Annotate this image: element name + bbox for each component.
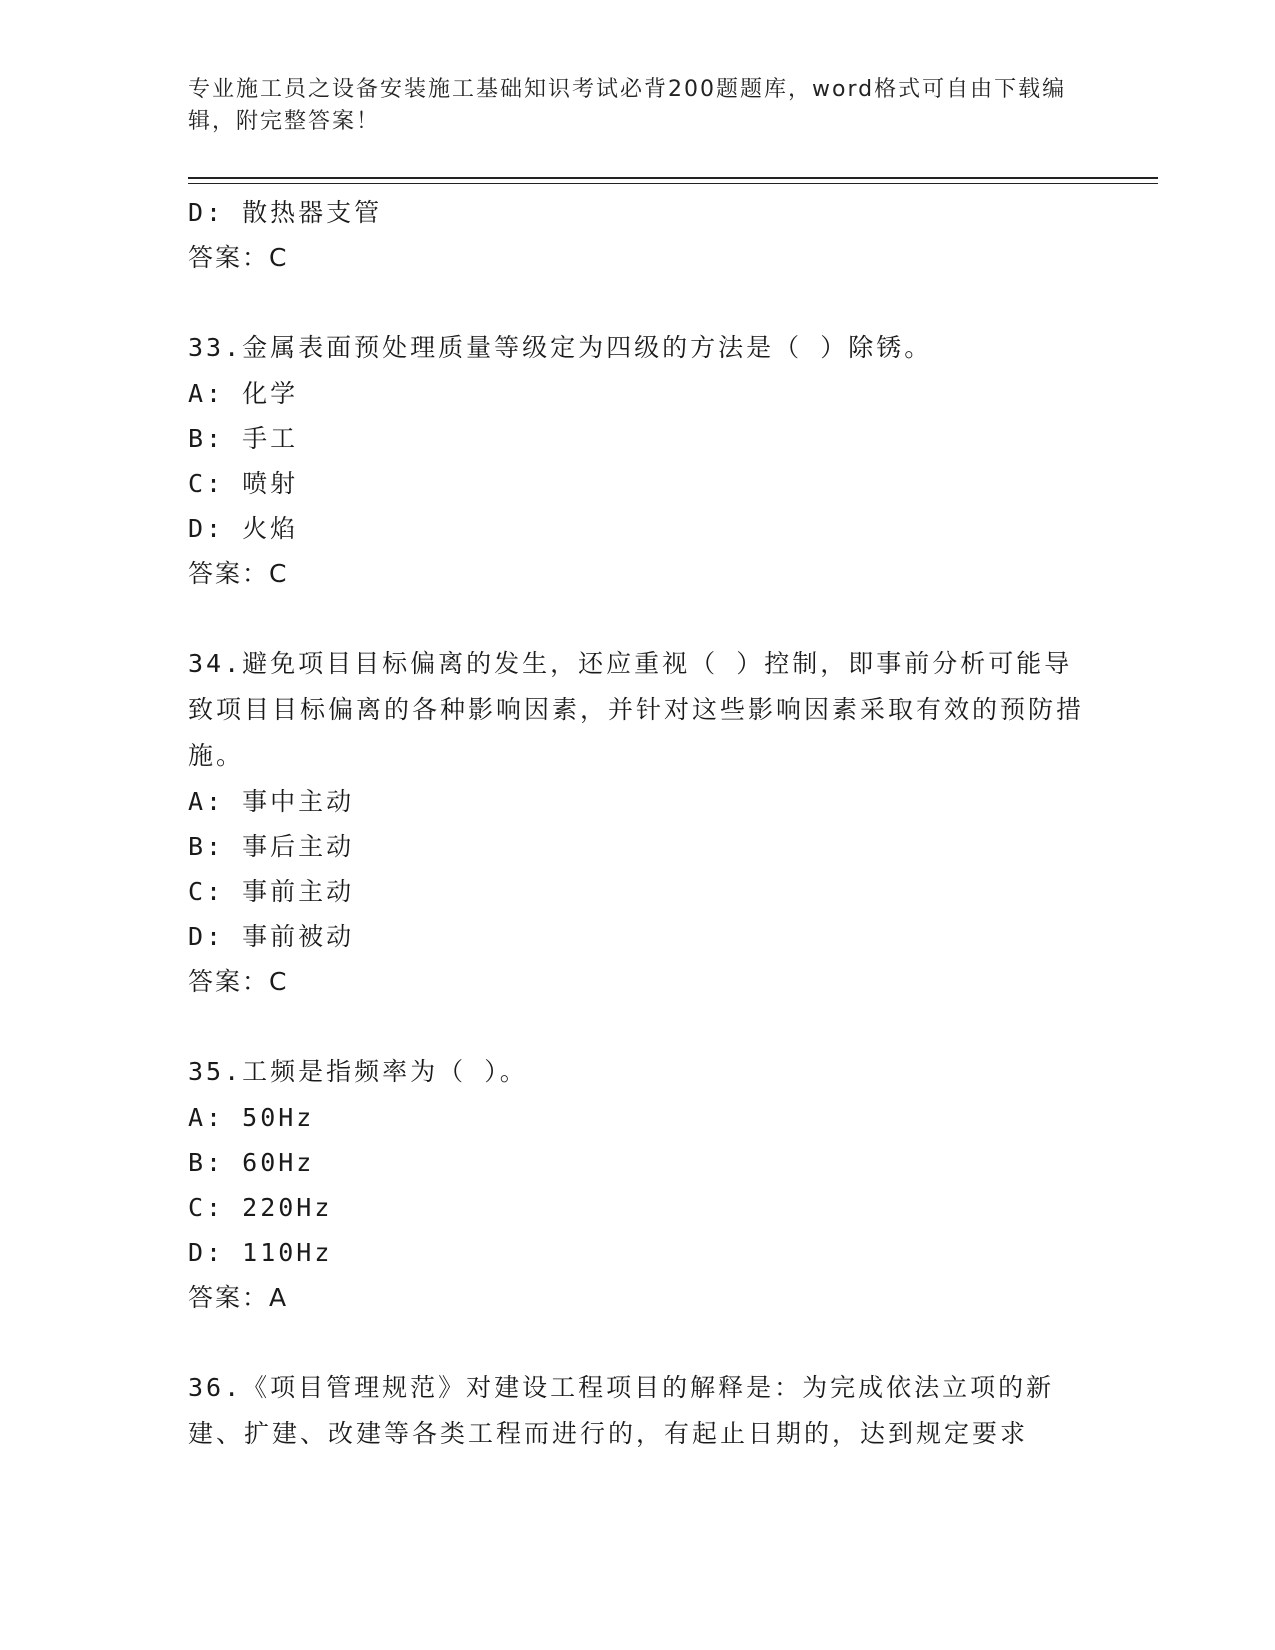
option-b: B: 手工 <box>188 424 299 453</box>
question-33 <box>188 325 1088 596</box>
question-continued <box>188 190 1088 280</box>
option-d: D: 事前被动 <box>188 922 355 951</box>
question-35 <box>188 1049 1088 1320</box>
document-body <box>188 190 1088 1502</box>
question-text: 33.金属表面预处理质量等级定为四级的方法是（ ）除锈。 <box>188 333 933 362</box>
question-36 <box>188 1365 1088 1457</box>
question-text: 35.工频是指频率为（ ）。 <box>188 1057 528 1086</box>
header-divider-thick <box>188 177 1158 179</box>
option-a: A: 50Hz <box>188 1103 315 1132</box>
option-d: D: 火焰 <box>188 514 299 543</box>
question-text: 34.避免项目目标偏离的发生，还应重视（ ）控制，即事前分析可能导致项目目标偏离的各种影响因素，并针对这些影响因素采取有效的预防措施。 <box>188 649 1085 770</box>
option-a: A: 事中主动 <box>188 787 355 816</box>
option-c: C: 喷射 <box>188 469 299 498</box>
option-b: B: 60Hz <box>188 1148 315 1177</box>
option-c: C: 事前主动 <box>188 877 355 906</box>
option-d: D: 散热器支管 <box>188 198 383 227</box>
option-c: C: 220Hz <box>188 1193 333 1222</box>
question-34 <box>188 641 1088 1004</box>
answer-line: 答案：A <box>188 1283 289 1312</box>
question-text: 36.《项目管理规范》对建设工程项目的解释是：为完成依法立项的新建、扩建、改建等各类工程而进行的，有起止日期的，达到规定要求 <box>188 1373 1055 1448</box>
option-d: D: 110Hz <box>188 1238 333 1267</box>
document-header: 专业施工员之设备安装施工基础知识考试必背200题题库，word格式可自由下载编辑，附完整答案！ <box>188 77 1067 134</box>
answer-line: 答案：C <box>188 967 289 996</box>
option-a: A: 化学 <box>188 379 299 408</box>
answer-line: 答案：C <box>188 243 289 272</box>
option-b: B: 事后主动 <box>188 832 355 861</box>
header-divider-thin <box>188 183 1158 184</box>
answer-line: 答案：C <box>188 559 289 588</box>
